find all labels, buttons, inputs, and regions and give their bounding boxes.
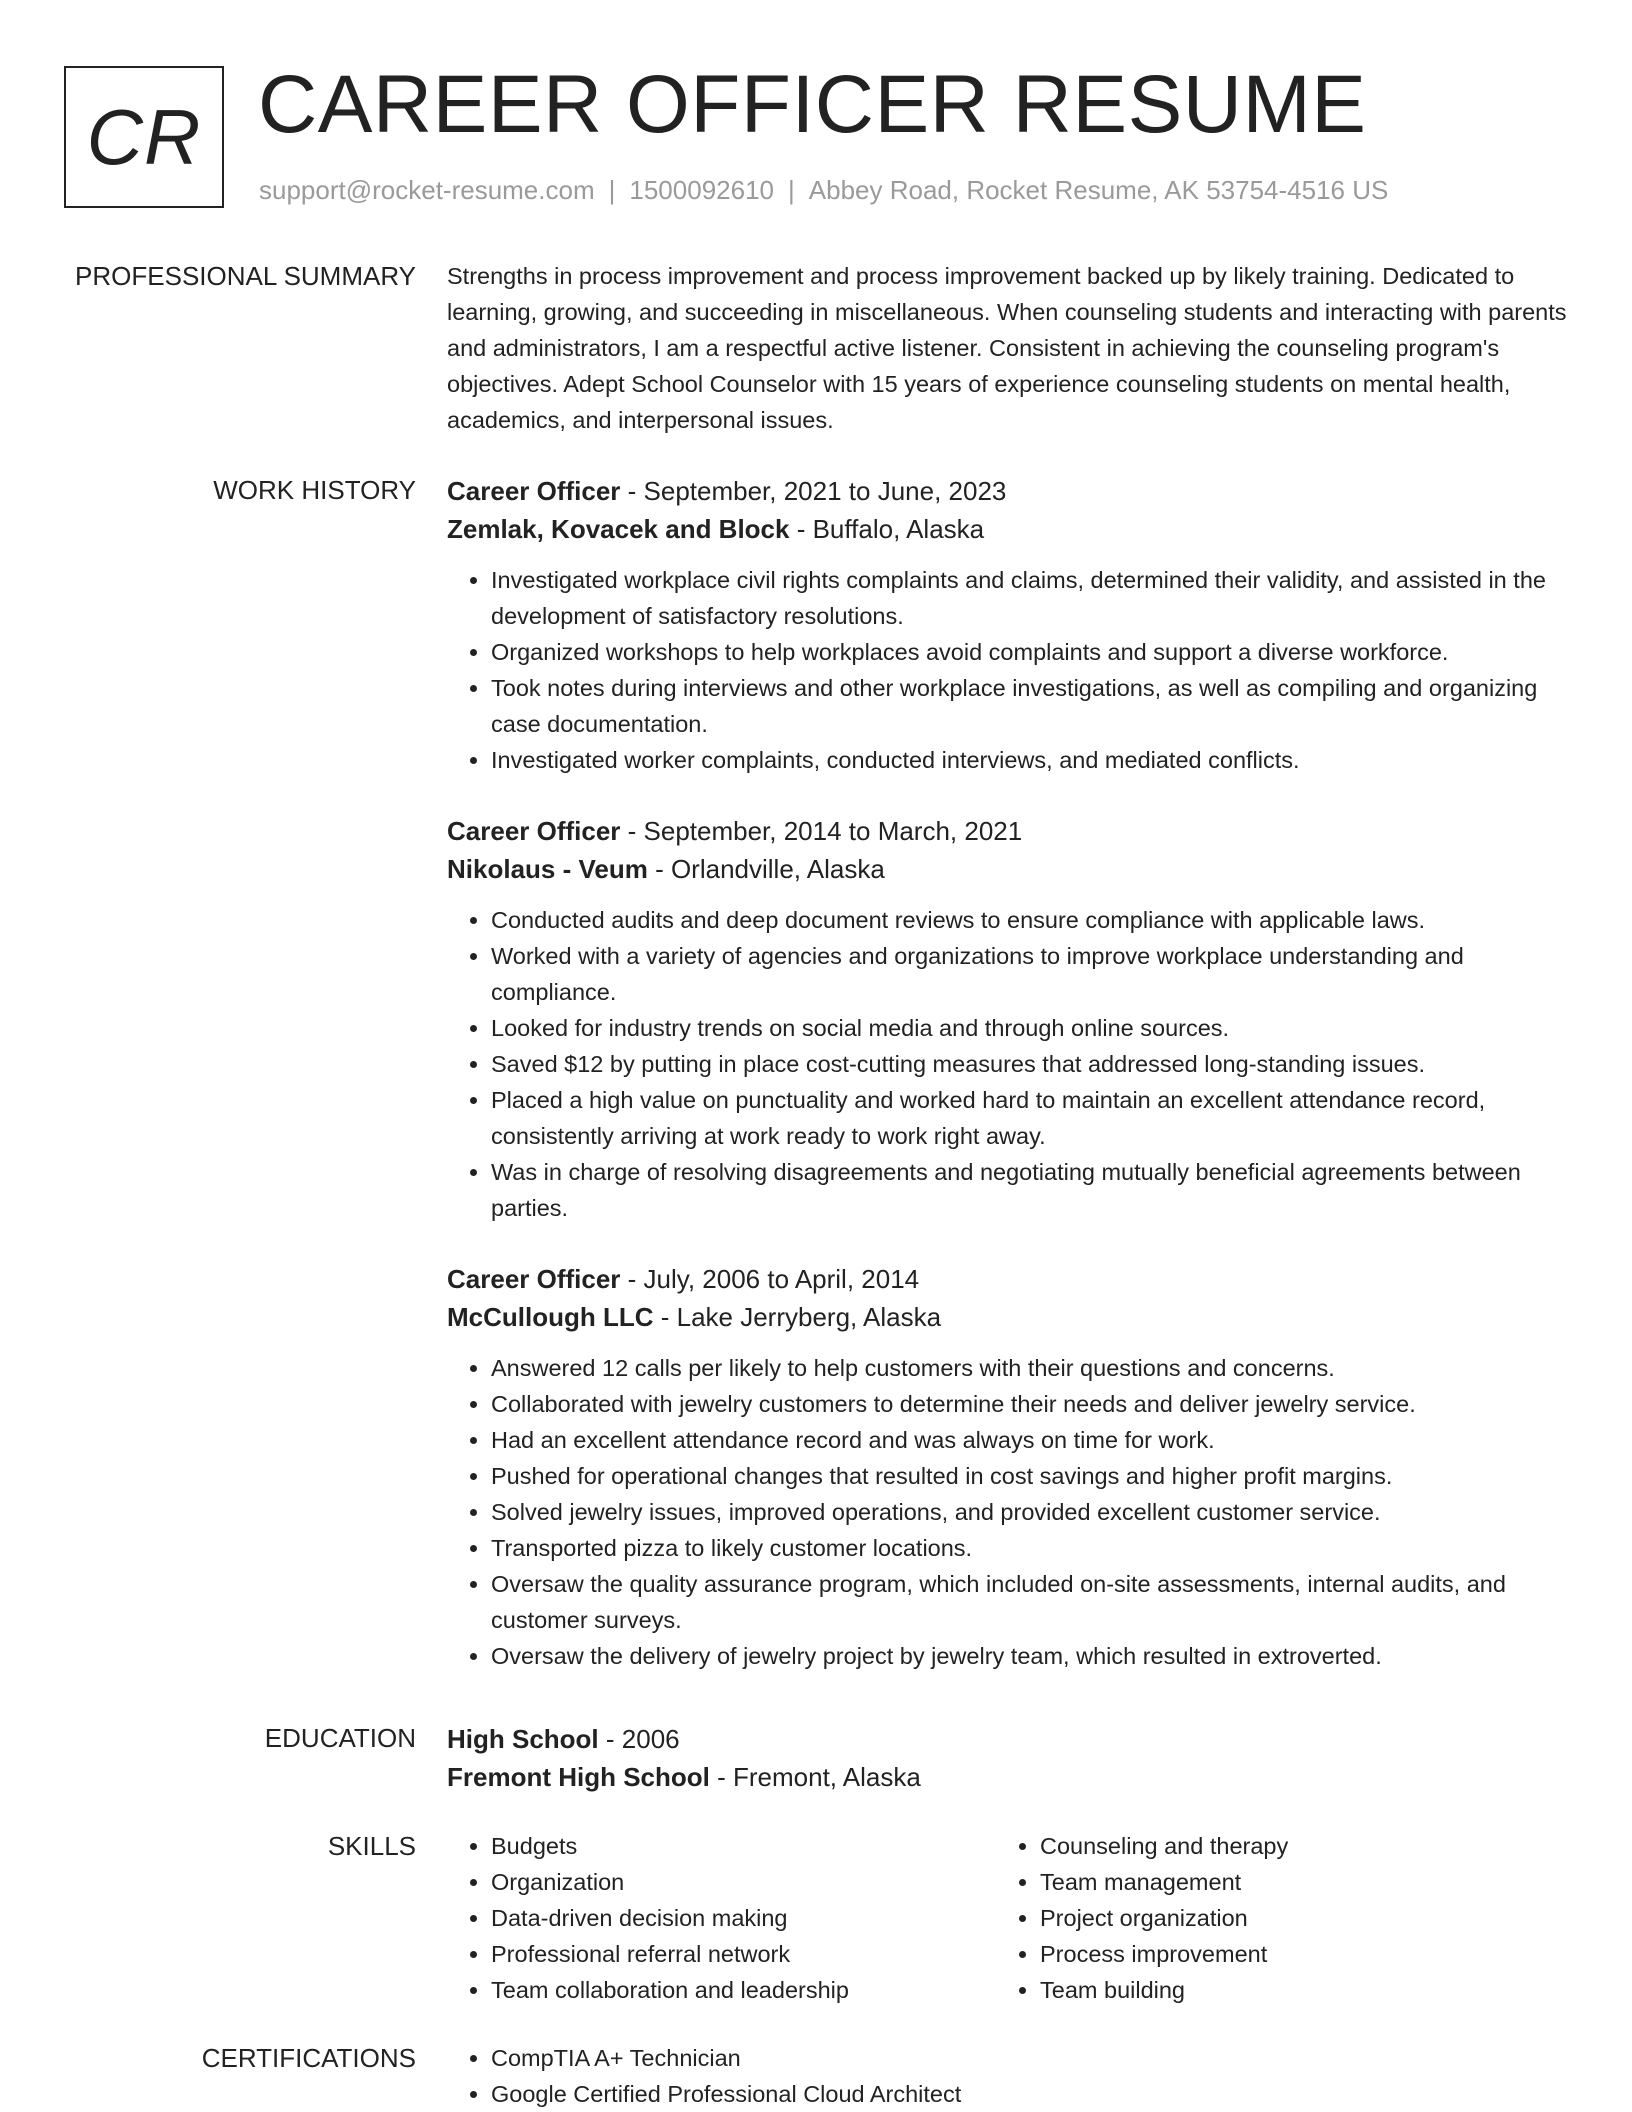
certifications-heading: CERTIFICATIONS bbox=[201, 2043, 416, 2073]
contact-separator: | bbox=[788, 175, 795, 205]
monogram-box bbox=[64, 66, 224, 208]
job-title-line bbox=[447, 812, 1567, 850]
job-title-line bbox=[447, 1260, 1567, 1298]
work-history-heading: WORK HISTORY bbox=[213, 475, 416, 505]
contact-separator: | bbox=[608, 175, 616, 205]
job-entry bbox=[447, 472, 1567, 778]
job-duties-list bbox=[447, 562, 1567, 778]
resume-title: CAREER OFFICER RESUME bbox=[258, 59, 1367, 150]
education-degree: High School bbox=[447, 1724, 599, 1754]
job-duty-item: • Oversaw the quality assurance program, which included on-site assessments, internal audits, and customer surveys. bbox=[491, 1566, 1567, 1638]
skill-item: • Organization bbox=[491, 1864, 996, 1900]
job-duty-item: • Collaborated with jewelry customers to determine their needs and deliver jewelry service. bbox=[491, 1386, 1567, 1422]
job-duty-item: • Saved $12 by putting in place cost-cutting measures that addressed long-standing issues. bbox=[491, 1046, 1567, 1082]
skill-item: • Project organization bbox=[1040, 1900, 1545, 1936]
job-duty-item: • Investigated worker complaints, conducted interviews, and mediated conflicts. bbox=[491, 742, 1567, 778]
certification-item: • CompTIA A+ Technician bbox=[491, 2040, 1567, 2076]
contact-address: Abbey Road, Rocket Resume, AK 53754-4516 US bbox=[808, 175, 1389, 205]
education-school-line bbox=[447, 1758, 1567, 1796]
skills-list-left bbox=[447, 1828, 996, 2008]
skill-item: • Professional referral network bbox=[491, 1936, 996, 1972]
skill-item: • Process improvement bbox=[1040, 1936, 1545, 1972]
job-title-line bbox=[447, 472, 1567, 510]
education-year: - 2006 bbox=[598, 1724, 680, 1754]
skill-item: • Team building bbox=[1040, 1972, 1545, 2008]
job-duty-item: • Conducted audits and deep document reviews to ensure compliance with applicable laws. bbox=[491, 902, 1567, 938]
certifications-list bbox=[447, 2040, 1567, 2112]
job-duty-item: • Oversaw the delivery of jewelry project by jewelry team, which resulted in extroverted. bbox=[491, 1638, 1567, 1674]
job-duty-item: • Pushed for operational changes that resulted in cost savings and higher profit margins. bbox=[491, 1458, 1567, 1494]
job-duty-item: • Took notes during interviews and other workplace investigations, as well as compiling and organizing case documentation. bbox=[491, 670, 1567, 742]
job-list bbox=[447, 472, 1567, 1708]
job-title: Career Officer bbox=[447, 1264, 621, 1294]
summary-text: Strengths in process improvement and process improvement backed up by likely training. Dedicated to learning, growing, and succeeding in miscellaneous. When counseling students and interacting with parents and administrators, I am a respectful active listener. Consistent in achieving the counseling program's objectives. Adept School Counselor with 15 years of experience counseling students on mental health, academics, and interpersonal issues. bbox=[447, 263, 1567, 433]
job-duties-list bbox=[447, 902, 1567, 1226]
skill-item: • Counseling and therapy bbox=[1040, 1828, 1545, 1864]
job-company: Zemlak, Kovacek and Block bbox=[447, 514, 790, 544]
education-location: - Fremont, Alaska bbox=[709, 1762, 921, 1792]
job-title: Career Officer bbox=[447, 816, 621, 846]
skill-item: • Team collaboration and leadership bbox=[491, 1972, 996, 2008]
job-dates: - September, 2021 to June, 2023 bbox=[620, 476, 1007, 506]
job-duty-item: • Looked for industry trends on social media and through online sources. bbox=[491, 1010, 1567, 1046]
job-duty-item: • Was in charge of resolving disagreements and negotiating mutually beneficial agreements between parties. bbox=[491, 1154, 1567, 1226]
skill-item: • Team management bbox=[1040, 1864, 1545, 1900]
job-entry bbox=[447, 1260, 1567, 1674]
job-title: Career Officer bbox=[447, 476, 621, 506]
education-heading: EDUCATION bbox=[264, 1723, 416, 1753]
monogram-initials: CR bbox=[86, 93, 202, 181]
job-company-line bbox=[447, 1298, 1567, 1336]
job-duty-item: • Organized workshops to help workplaces avoid complaints and support a diverse workforce. bbox=[491, 634, 1567, 670]
job-duty-item: • Investigated workplace civil rights complaints and claims, determined their validity, and assisted in the development of satisfactory resolutions. bbox=[491, 562, 1567, 634]
certification-item: • Google Certified Professional Cloud Architect bbox=[491, 2076, 1567, 2112]
job-company: McCullough LLC bbox=[447, 1302, 654, 1332]
job-duty-item: • Transported pizza to likely customer locations. bbox=[491, 1530, 1567, 1566]
education-degree-line bbox=[447, 1720, 1567, 1758]
job-location: - Lake Jerryberg, Alaska bbox=[653, 1302, 942, 1332]
contact-line bbox=[259, 174, 1388, 206]
job-duty-item: • Answered 12 calls per likely to help customers with their questions and concerns. bbox=[491, 1350, 1567, 1386]
job-duty-item: • Solved jewelry issues, improved operations, and provided excellent customer service. bbox=[491, 1494, 1567, 1530]
contact-phone[interactable]: 1500092610 bbox=[629, 175, 774, 205]
summary-heading: PROFESSIONAL SUMMARY bbox=[75, 261, 416, 291]
job-company: Nikolaus - Veum bbox=[447, 854, 648, 884]
skills-list-right bbox=[996, 1828, 1545, 2008]
education-school: Fremont High School bbox=[447, 1762, 710, 1792]
job-duty-item: • Worked with a variety of agencies and organizations to improve workplace understanding and compliance. bbox=[491, 938, 1567, 1010]
job-location: - Orlandville, Alaska bbox=[647, 854, 885, 884]
job-duty-item: • Placed a high value on punctuality and worked hard to maintain an excellent attendance record, consistently arriving at work ready to work right away. bbox=[491, 1082, 1567, 1154]
job-dates: - September, 2014 to March, 2021 bbox=[620, 816, 1023, 846]
contact-email[interactable]: support@rocket-resume.com bbox=[259, 175, 595, 205]
skill-item: • Data-driven decision making bbox=[491, 1900, 996, 1936]
job-location: - Buffalo, Alaska bbox=[789, 514, 985, 544]
skill-item: • Budgets bbox=[491, 1828, 996, 1864]
job-company-line bbox=[447, 850, 1567, 888]
job-entry bbox=[447, 812, 1567, 1226]
job-company-line bbox=[447, 510, 1567, 548]
job-duty-item: • Had an excellent attendance record and was always on time for work. bbox=[491, 1422, 1567, 1458]
job-dates: - July, 2006 to April, 2014 bbox=[620, 1264, 920, 1294]
skills-heading: SKILLS bbox=[327, 1831, 416, 1861]
job-duties-list bbox=[447, 1350, 1567, 1674]
